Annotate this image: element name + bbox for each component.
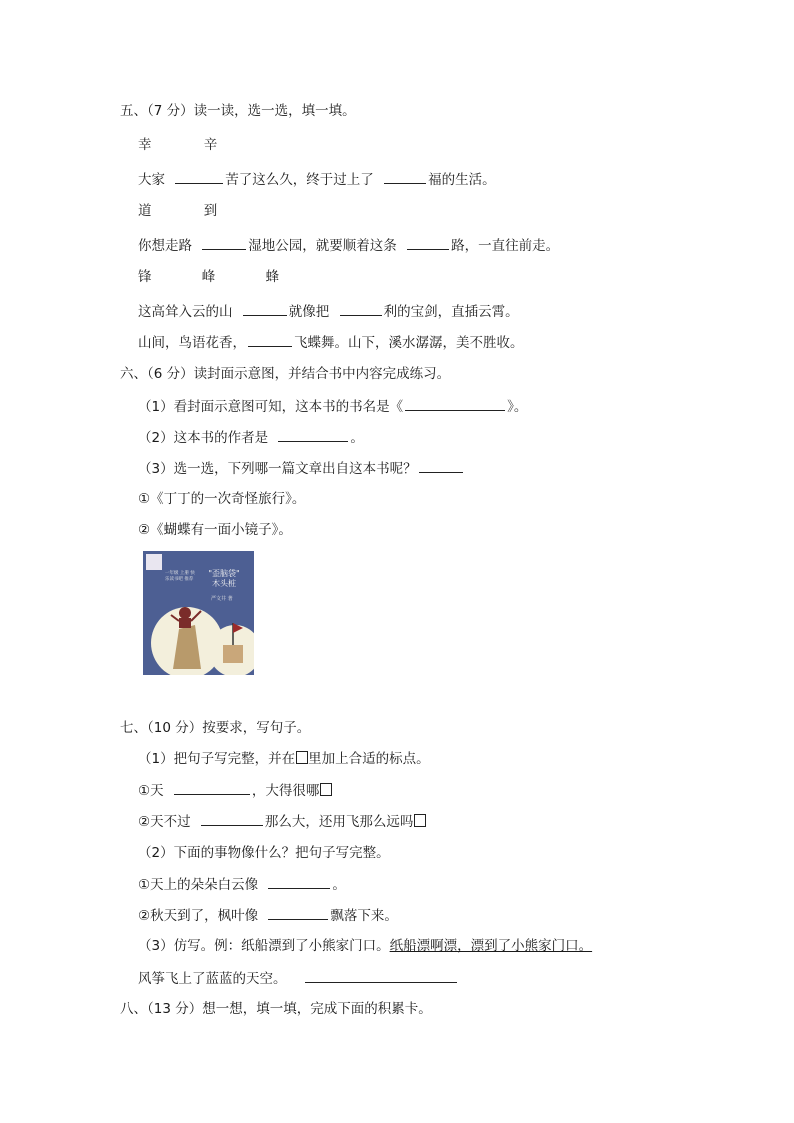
char-option: 蜂 xyxy=(265,269,280,285)
q7-sentence-3: ①天上的朵朵白云像 。 xyxy=(138,874,346,895)
q7-sentence-5: 风筝飞上了蓝蓝的天空。 xyxy=(138,968,459,989)
q7-sub-3: （3）仿写。例：纸船漂到了小熊家门口。纸船漂啊漂，漂到了小熊家门口。 xyxy=(138,938,593,954)
q6-option-2: ②《蝴蝶有一面小镜子》。 xyxy=(138,522,292,538)
char-option: 道 xyxy=(138,203,152,219)
q5-sentence-1: 大家 苦了这么久，终于过上了 福的生活。 xyxy=(138,169,496,190)
example-underlined: 纸船漂啊漂，漂到了小熊家门口。 xyxy=(389,938,593,954)
fill-blank[interactable] xyxy=(278,427,348,442)
punctuation-box[interactable] xyxy=(414,814,426,827)
char-option: 锋 xyxy=(138,269,152,285)
cover-side-text: 一年级 上册 快乐读书吧 推荐 xyxy=(165,571,195,582)
q6-item-1: （1）看封面示意图可知，这本书的书名是《 》。 xyxy=(138,396,527,417)
figure-head xyxy=(179,607,191,619)
fill-blank[interactable] xyxy=(407,235,449,250)
cover-author: 严文井 著 xyxy=(211,596,233,602)
q5-group2-chars xyxy=(138,201,217,221)
fill-blank[interactable] xyxy=(174,780,250,795)
q7-sentence-1: ①天 ，大得很哪 xyxy=(138,780,332,801)
publisher-badge xyxy=(146,554,162,570)
q7-sub-1: （1）把句子写完整，并在 里加上合适的标点。 xyxy=(138,751,430,767)
q6-option-1: ①《丁丁的一次奇怪旅行》。 xyxy=(138,491,306,507)
small-stump xyxy=(223,645,243,663)
fill-blank[interactable] xyxy=(384,169,426,184)
punctuation-box xyxy=(296,751,308,764)
fill-blank[interactable] xyxy=(305,968,457,983)
book-cover-image xyxy=(143,551,254,675)
fill-blank[interactable] xyxy=(175,169,223,184)
fill-blank[interactable] xyxy=(243,301,287,316)
q5-title: 五、（7 分）读一读，选一选，填一填。 xyxy=(120,103,356,119)
q6-title: 六、（6 分）读封面示意图，并结合书中内容完成练习。 xyxy=(120,366,451,382)
char-option: 峰 xyxy=(201,269,216,285)
q7-sub-2: （2）下面的事物像什么？把句子写完整。 xyxy=(138,845,390,861)
q5-sentence-3: 这高耸入云的山 就像把 利的宝剑，直插云霄。 xyxy=(138,301,519,322)
fill-blank[interactable] xyxy=(268,874,330,889)
q6-item-3: （3）选一选，下列哪一篇文章出自这本书呢？ xyxy=(138,458,465,479)
fill-blank[interactable] xyxy=(202,235,246,250)
fill-blank[interactable] xyxy=(405,396,505,411)
q6-item-2: （2）这本书的作者是 。 xyxy=(138,427,364,448)
cover-title: "歪脑袋" 木头桩 xyxy=(208,569,240,588)
q5-group3-chars xyxy=(138,267,279,287)
punctuation-box[interactable] xyxy=(320,783,332,796)
q7-sentence-2: ②天不过 那么大，还用飞那么远吗 xyxy=(138,811,426,832)
fill-blank[interactable] xyxy=(419,458,463,473)
q8-title: 八、（13 分）想一想，填一填，完成下面的积累卡。 xyxy=(120,1001,432,1017)
fill-blank[interactable] xyxy=(248,332,292,347)
char-option: 辛 xyxy=(203,137,218,153)
q7-title: 七、（10 分）按要求，写句子。 xyxy=(120,720,311,736)
figure-body xyxy=(179,618,191,628)
fill-blank[interactable] xyxy=(201,811,263,826)
char-option: 幸 xyxy=(138,137,152,153)
q5-sentence-4: 山间，鸟语花香， 飞蝶舞。山下，溪水潺潺，美不胜收。 xyxy=(138,332,524,353)
q7-sentence-4: ②秋天到了，枫叶像 飘落下来。 xyxy=(138,905,398,926)
q5-group1-chars xyxy=(138,135,217,155)
fill-blank[interactable] xyxy=(340,301,382,316)
char-option: 到 xyxy=(203,203,218,219)
q5-sentence-2: 你想走路 湿地公园，就要顺着这条 路，一直往前走。 xyxy=(138,235,559,256)
fill-blank[interactable] xyxy=(268,905,328,920)
